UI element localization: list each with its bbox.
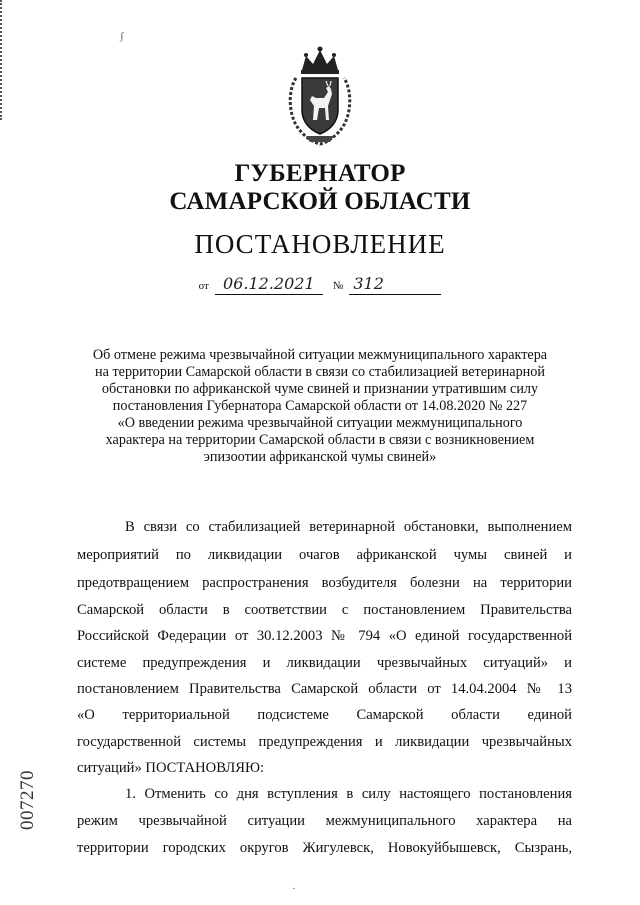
authority-title-line2: САМАРСКОЙ ОБЛАСТИ	[169, 188, 471, 215]
subject-line: на территории Самарской области в связи со стабилизацией ветеринарной	[95, 364, 545, 380]
body-line: В связи со стабилизацией ветеринарной обстановки, выполнением	[125, 519, 572, 535]
number-value: 312	[349, 274, 441, 295]
body-line: предотвращением распространения возбудителя болезни на территории	[77, 575, 572, 591]
document-type-title: ПОСТАНОВЛЕНИЕ	[194, 229, 446, 259]
scan-mark-top: ʃ	[120, 30, 124, 42]
subject-line: «О введении режима чрезвычайной ситуации межмуниципального	[117, 415, 523, 431]
body-line: Самарской области в соответствии с постановлением Правительства	[77, 602, 572, 618]
body-line: мероприятий по ликвидации очагов африканской чумы свиней и	[77, 547, 572, 563]
body-line: ситуаций» ПОСТАНОВЛЯЮ:	[77, 760, 265, 776]
document-subject	[70, 347, 570, 466]
body-line: системе предупреждения и ликвидации чрезвычайных ситуаций» и	[77, 655, 572, 671]
body-line: Российской Федерации от 30.12.2003 № 794 «О единой государственной	[77, 628, 572, 644]
body-line: «О территориальной подсистеме Самарской области единой	[77, 707, 572, 723]
subject-line: обстановки по африканской чуме свиней и признании утратившим силу	[101, 381, 539, 397]
body-line: постановлением Правительства Самарской области от 14.04.2004 № 13	[77, 681, 572, 697]
subject-line: постановления Губернатора Самарской области от 14.08.2020 № 227	[112, 398, 528, 414]
number-label: №	[332, 280, 344, 292]
scan-mark-bottom: ·	[292, 883, 296, 895]
date-value: 06.12.2021	[215, 274, 323, 295]
coat-of-arms-emblem	[284, 44, 356, 148]
date-number-line	[0, 274, 640, 298]
scan-edge	[0, 0, 6, 120]
subject-line: эпизоотии африканской чумы свиней»	[203, 449, 437, 465]
body-line: 1. Отменить со дня вступления в силу настоящего постановления	[125, 786, 572, 802]
date-label: от	[198, 280, 209, 292]
body-line: режим чрезвычайной ситуации межмуниципального характера на	[77, 813, 572, 829]
body-line: территории городских округов Жигулевск, Новокуйбышевск, Сызрань,	[77, 840, 572, 856]
side-registration-code: 007270	[17, 770, 38, 830]
subject-line: Об отмене режима чрезвычайной ситуации межмуниципального характера	[92, 347, 548, 363]
body-line: государственной системы предупреждения и ликвидации чрезвычайных	[77, 734, 572, 750]
authority-title-line1: ГУБЕРНАТОР	[234, 160, 406, 187]
subject-line: характера на территории Самарской области в связи с возникновением	[105, 432, 535, 448]
